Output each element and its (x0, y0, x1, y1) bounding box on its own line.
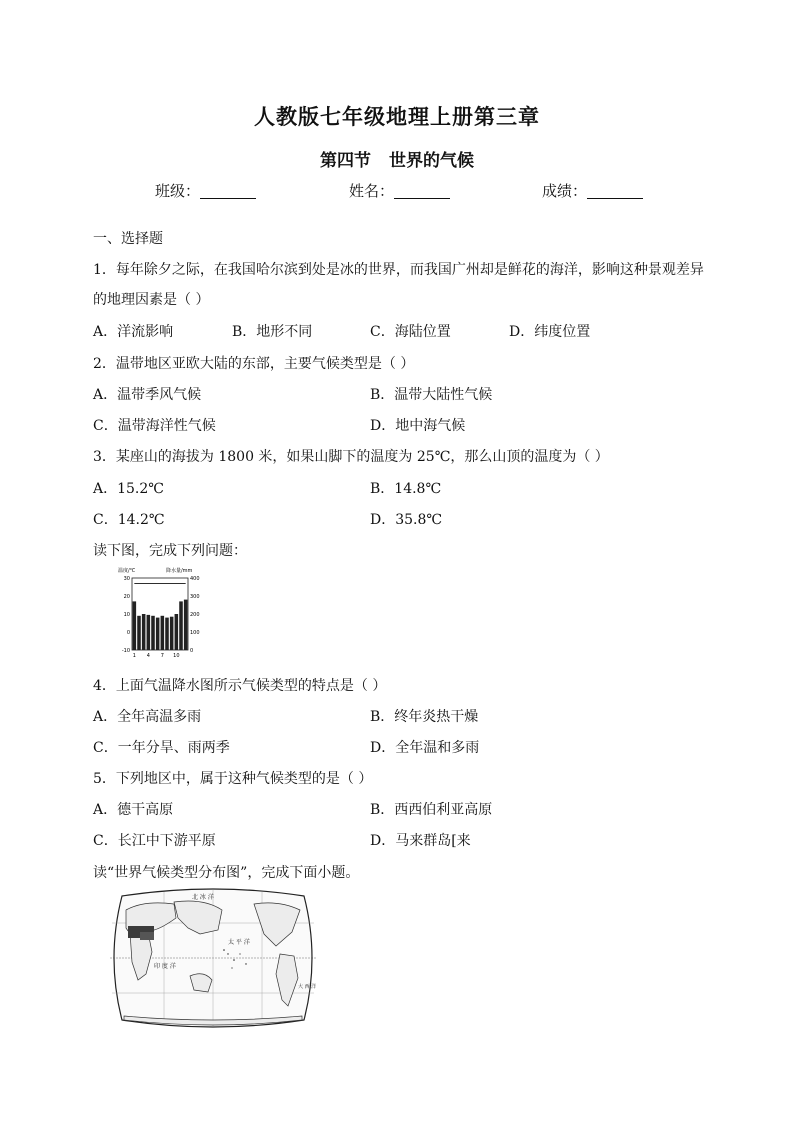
q2-option-b: B．温带大陆性气候 (370, 387, 493, 403)
precip-axis-label: 降水量/mm (166, 568, 193, 574)
q3-text: 3．某座山的海拔为 1800 米，如果山脚下的温度为 25℃，那么山顶的温度为（ ） (93, 449, 609, 465)
precip-bar (156, 618, 160, 650)
read-chart-instruction: 读下图，完成下列问题： (93, 543, 247, 559)
climate-chart (110, 564, 206, 664)
precip-tick-label: 300 (190, 594, 200, 600)
q3-option-a: A．15.2℃ (93, 481, 164, 497)
precip-bar (165, 618, 169, 650)
temp-tick-label: 0 (126, 630, 130, 636)
section-number: 第四节 (320, 151, 371, 171)
class-field (155, 180, 256, 201)
q3-option-c: C．14.2℃ (93, 512, 165, 528)
month-tick-label: 1 (132, 653, 136, 659)
label-pacific-ocean: 太 平 洋 (228, 939, 250, 946)
precip-tick-label: 400 (190, 576, 200, 582)
temp-axis-label: 温度/℃ (118, 568, 136, 574)
precip-bar (175, 614, 179, 650)
q5-option-b: B．西西伯利亚高原 (370, 802, 493, 818)
score-label: 成绩： (542, 182, 588, 200)
q3-option-b: B．14.8℃ (370, 481, 442, 497)
q5-text: 5．下列地区中，属于这种气候类型的是（ ） (93, 771, 373, 787)
temp-tick-label: 30 (123, 576, 130, 582)
q2-option-d: D．地中海气候 (370, 418, 466, 434)
q1-text-line1: 1．每年除夕之际，在我国哈尔滨到处是冰的世界，而我国广州却是鲜花的海洋，影响这种景观差异 (93, 262, 704, 278)
q1-option-a: A．洋流影响 (93, 324, 174, 340)
temp-tick-label: 10 (123, 612, 130, 618)
precip-tick-label: 0 (190, 648, 194, 654)
q1-option-c: C．海陆位置 (370, 324, 451, 340)
class-label: 班级： (155, 182, 201, 200)
q4-option-c: C．一年分旱、雨两季 (93, 740, 230, 756)
month-tick-label: 7 (160, 653, 164, 659)
precip-bar (147, 615, 151, 650)
score-blank (587, 184, 643, 199)
name-label: 姓名： (349, 182, 395, 200)
label-indian-ocean: 印 度 洋 (154, 963, 176, 970)
q5-option-d: D．马来群岛[来 (370, 833, 471, 849)
section-title (0, 146, 794, 171)
precip-bar (170, 617, 174, 650)
precip-bar (179, 601, 183, 650)
highlighted-climate-region-2 (140, 932, 154, 940)
q4-text: 4．上面气温降水图所示气候类型的特点是（ ） (93, 678, 387, 694)
temp-tick-label: -10 (121, 648, 130, 654)
q2-option-c: C．温带海洋性气候 (93, 418, 216, 434)
precip-bar (161, 616, 165, 650)
label-arctic-ocean: 北 冰 洋 (192, 894, 214, 901)
q2-option-a: A．温带季风气候 (93, 387, 202, 403)
q3-option-d: D．35.8℃ (370, 512, 443, 528)
q5-option-a: A．德干高原 (93, 802, 174, 818)
q5-option-c: C．长江中下游平原 (93, 833, 216, 849)
read-map-instruction: 读“世界气候类型分布图”，完成下面小题。 (93, 865, 360, 881)
q1-text-line2: 的地理因素是（ ） (93, 292, 210, 308)
precip-bar (142, 614, 146, 650)
q4-option-b: B．终年炎热干燥 (370, 709, 479, 725)
precip-tick-label: 100 (190, 630, 200, 636)
q4-option-a: A．全年高温多雨 (93, 709, 202, 725)
class-blank (200, 184, 256, 199)
q1-option-d: D．纬度位置 (509, 324, 591, 340)
name-blank (394, 184, 450, 199)
name-field (349, 180, 450, 201)
precip-bar (133, 601, 137, 650)
part-heading: 一、选择题 (93, 231, 163, 247)
world-climate-map (104, 888, 322, 1028)
month-tick-label: 4 (146, 653, 150, 659)
precip-bar (151, 616, 155, 650)
month-tick-label: 10 (173, 653, 180, 659)
precip-bar (137, 616, 141, 650)
temp-tick-label: 20 (123, 594, 130, 600)
q1-option-b: B．地形不同 (232, 324, 313, 340)
label-atlantic-ocean: 大 西 洋 (298, 984, 317, 990)
page-title: 人教版七年级地理上册第三章 (254, 104, 540, 129)
precip-bar (184, 600, 188, 650)
section-name: 世界的气候 (389, 151, 474, 171)
q4-option-d: D．全年温和多雨 (370, 740, 480, 756)
score-field (542, 180, 643, 201)
q2-text: 2．温带地区亚欧大陆的东部，主要气候类型是（ ） (93, 356, 415, 372)
precip-tick-label: 200 (190, 612, 200, 618)
